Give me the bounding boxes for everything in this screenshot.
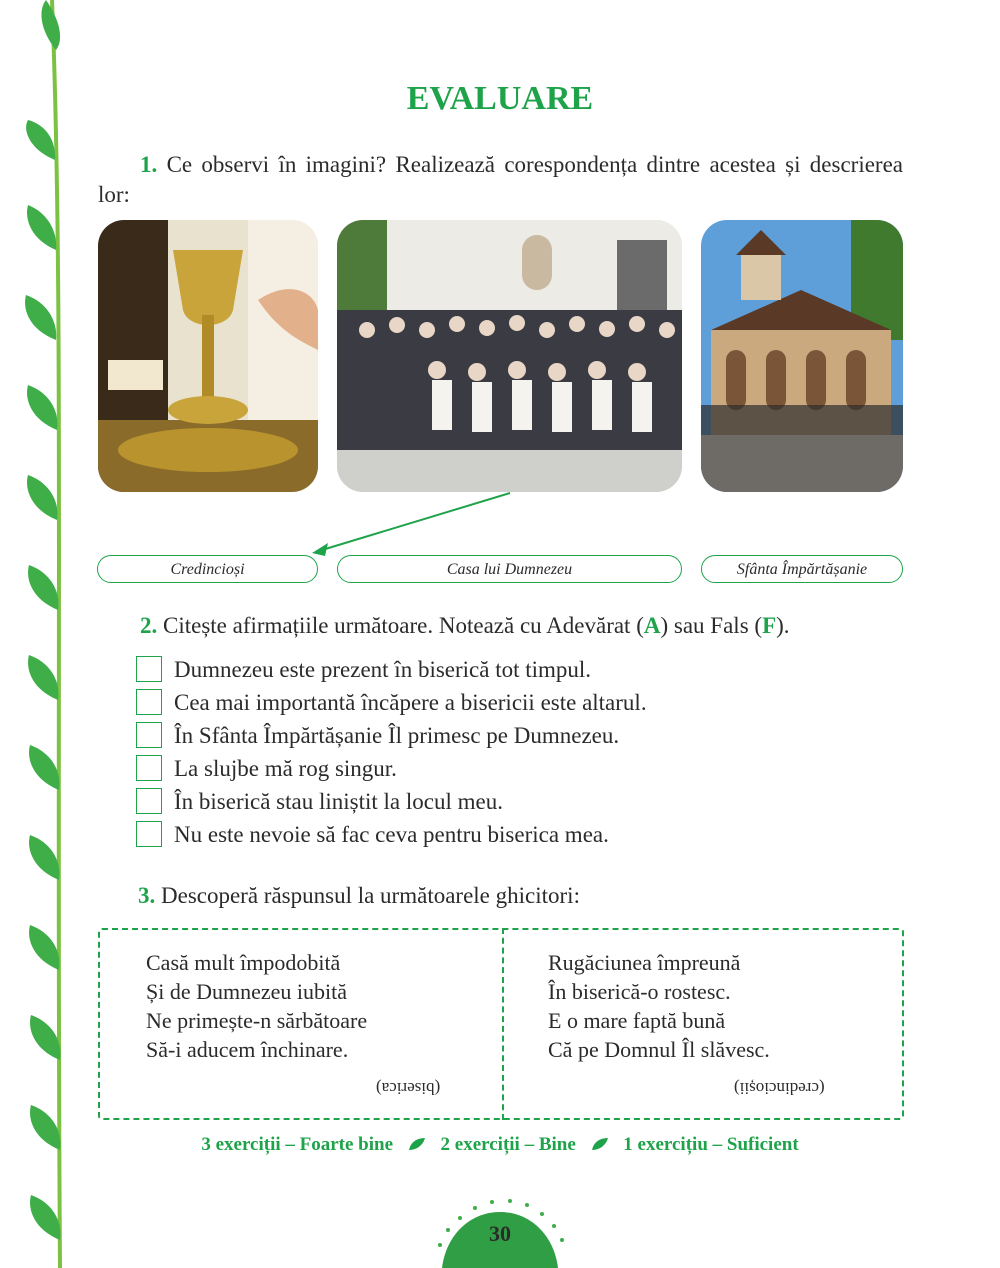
score-level-1: 3 exerciții – Foarte bine [201, 1134, 394, 1155]
riddle-line: Că pe Domnul Îl slăvesc. [548, 1037, 770, 1062]
score-level-2: 2 exerciții – Bine [440, 1134, 576, 1155]
question-1 [98, 150, 903, 210]
leaf-icon [408, 1137, 426, 1151]
answer-checkbox[interactable] [136, 722, 162, 748]
answer-checkbox[interactable] [136, 821, 162, 847]
statement-text: În biserică stau liniștit la locul meu. [174, 789, 503, 814]
riddle-2 [548, 948, 770, 1064]
riddle-2-answer: (credincioșii) [734, 1079, 825, 1098]
answer-checkbox[interactable] [136, 788, 162, 814]
riddle-1 [146, 948, 367, 1064]
riddle-divider [502, 928, 504, 1120]
statement-text: În Sfânta Împărtășanie Îl primesc pe Dumnezeu. [174, 723, 620, 748]
statement-text: Nu este nevoie să fac ceva pentru biserica mea. [174, 822, 609, 847]
page-title: EVALUARE [406, 80, 594, 117]
riddle-line: Casă mult împodobită [146, 950, 341, 975]
question-1-text: Ce observi în imagini? Realizează corespondența dintre acestea și descrierea lor: [98, 152, 903, 207]
score-level-3: 1 exercițiu – Suficient [623, 1134, 799, 1155]
vine-decoration [0, 0, 80, 1268]
photo-church [701, 220, 903, 492]
label-sfanta-impartasanie[interactable]: Sfânta Împărtășanie [701, 555, 903, 583]
riddle-line: E o mare faptă bună [548, 1008, 726, 1033]
answer-checkbox[interactable] [136, 656, 162, 682]
riddle-line: Rugăciunea împreună [548, 950, 741, 975]
page-number: 30 [489, 1221, 511, 1246]
statement-text: La slujbe mă rog singur. [174, 756, 397, 781]
true-letter: A [643, 613, 661, 638]
riddle-1-answer: (biserica) [376, 1079, 441, 1098]
question-2-text-middle: ) sau Fals ( [660, 613, 763, 638]
question-2-number: 2. [140, 613, 158, 638]
statement-text: Cea mai importantă încăpere a bisericii este altarul. [174, 690, 647, 715]
question-2-text-before: Citește afirmațiile următoare. Notează cu Adevărat ( [163, 613, 644, 638]
riddles-box [98, 928, 904, 1120]
question-1-number: 1. [140, 152, 158, 177]
photo-believers [337, 220, 682, 492]
question-3 [138, 881, 580, 911]
answer-checkbox[interactable] [136, 755, 162, 781]
statement-text: Dumnezeu este prezent în biserică tot timpul. [174, 657, 592, 682]
riddle-line: În biserică-o rostesc. [548, 979, 731, 1004]
answer-checkbox[interactable] [136, 689, 162, 715]
false-letter: F [762, 613, 777, 638]
label-casa-lui-dumnezeu[interactable]: Casa lui Dumnezeu [337, 555, 682, 583]
question-3-number: 3. [138, 883, 156, 908]
riddle-line: Să-i aducem închinare. [146, 1037, 349, 1062]
label-credinciosi[interactable]: Credincioși [97, 555, 318, 583]
riddle-line: Și de Dumnezeu iubită [146, 979, 348, 1004]
leaf-icon [591, 1137, 609, 1151]
scoring-legend [0, 1134, 1000, 1156]
question-2-text-after: ). [776, 613, 790, 638]
question-2 [140, 611, 790, 641]
photo-chalice [98, 220, 318, 492]
riddle-line: Ne primește-n sărbătoare [146, 1008, 368, 1033]
question-3-text: Descoperă răspunsul la următoarele ghicitori: [161, 883, 580, 908]
